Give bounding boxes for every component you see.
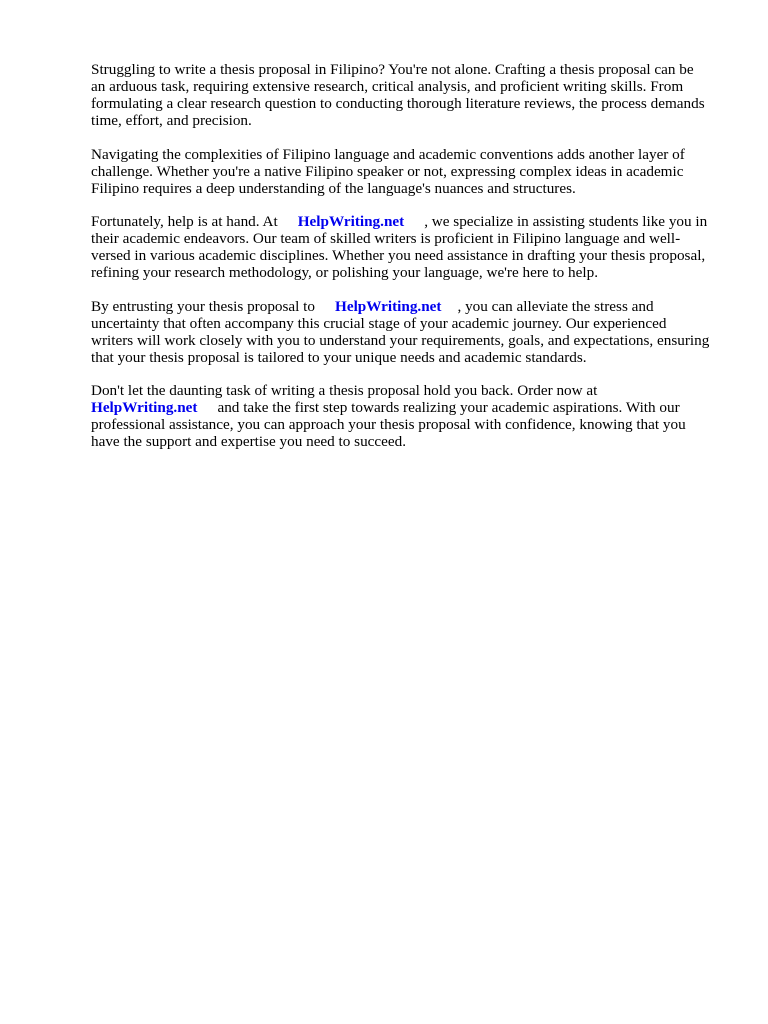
text-line: Don't let the daunting task of writing a thesis proposal hold you back. Order now at bbox=[91, 382, 598, 399]
helpwriting-link[interactable]: HelpWriting.net bbox=[91, 399, 198, 416]
text-line: Filipino requires a deep understanding of the language's nuances and structures. bbox=[91, 179, 576, 197]
helpwriting-link[interactable]: HelpWriting.net bbox=[297, 213, 405, 230]
text-fragment: Fortunately, help is at hand. At bbox=[91, 213, 278, 230]
paragraph-1 bbox=[91, 61, 731, 129]
text-line: that your thesis proposal is tailored to your unique needs and academic standards. bbox=[91, 348, 587, 366]
paragraph-4 bbox=[91, 298, 731, 366]
text-line: Navigating the complexities of Filipino language and academic conventions adds another layer of bbox=[91, 145, 685, 163]
text-fragment: By entrusting your thesis proposal to bbox=[91, 297, 316, 315]
paragraph-2 bbox=[91, 146, 731, 197]
paragraph-5 bbox=[91, 382, 731, 450]
text-line: professional assistance, you can approach your thesis proposal with confidence, knowing that you bbox=[91, 416, 686, 433]
text-line: an arduous task, requiring extensive research, critical analysis, and proficient writing skills. From bbox=[91, 78, 684, 95]
text-fragment: , we specialize in assisting students like you in bbox=[424, 213, 708, 230]
text-line: their academic endeavors. Our team of skilled writers is proficient in Filipino language and well- bbox=[91, 230, 681, 247]
text-line bbox=[91, 298, 731, 315]
document-body bbox=[91, 61, 731, 467]
paragraph-3 bbox=[91, 213, 731, 281]
text-line: uncertainty that often accompany this crucial stage of your academic journey. Our experienced bbox=[91, 314, 667, 332]
text-line: have the support and expertise you need to succeed. bbox=[91, 433, 407, 450]
text-line: time, effort, and precision. bbox=[91, 112, 252, 129]
text-line: Struggling to write a thesis proposal in Filipino? You're not alone. Crafting a thesis proposal can be bbox=[91, 61, 694, 78]
helpwriting-link[interactable]: HelpWriting.net bbox=[335, 297, 442, 315]
text-line: challenge. Whether you're a native Filipino speaker or not, expressing complex ideas in academic bbox=[91, 162, 684, 180]
text-line: formulating a clear research question to conducting thorough literature reviews, the process demands bbox=[91, 95, 705, 112]
text-line bbox=[91, 399, 731, 416]
text-fragment: and take the first step towards realizing your academic aspirations. With our bbox=[217, 399, 680, 416]
text-line: refining your research methodology, or polishing your language, we're here to help. bbox=[91, 264, 599, 281]
text-fragment: , you can alleviate the stress and bbox=[457, 297, 654, 315]
text-line: writers will work closely with you to understand your requirements, goals, and expectations, ensuring bbox=[91, 331, 710, 349]
text-line: versed in various academic disciplines. Whether you need assistance in drafting your thesis proposal, bbox=[91, 247, 706, 264]
text-line bbox=[91, 213, 731, 230]
